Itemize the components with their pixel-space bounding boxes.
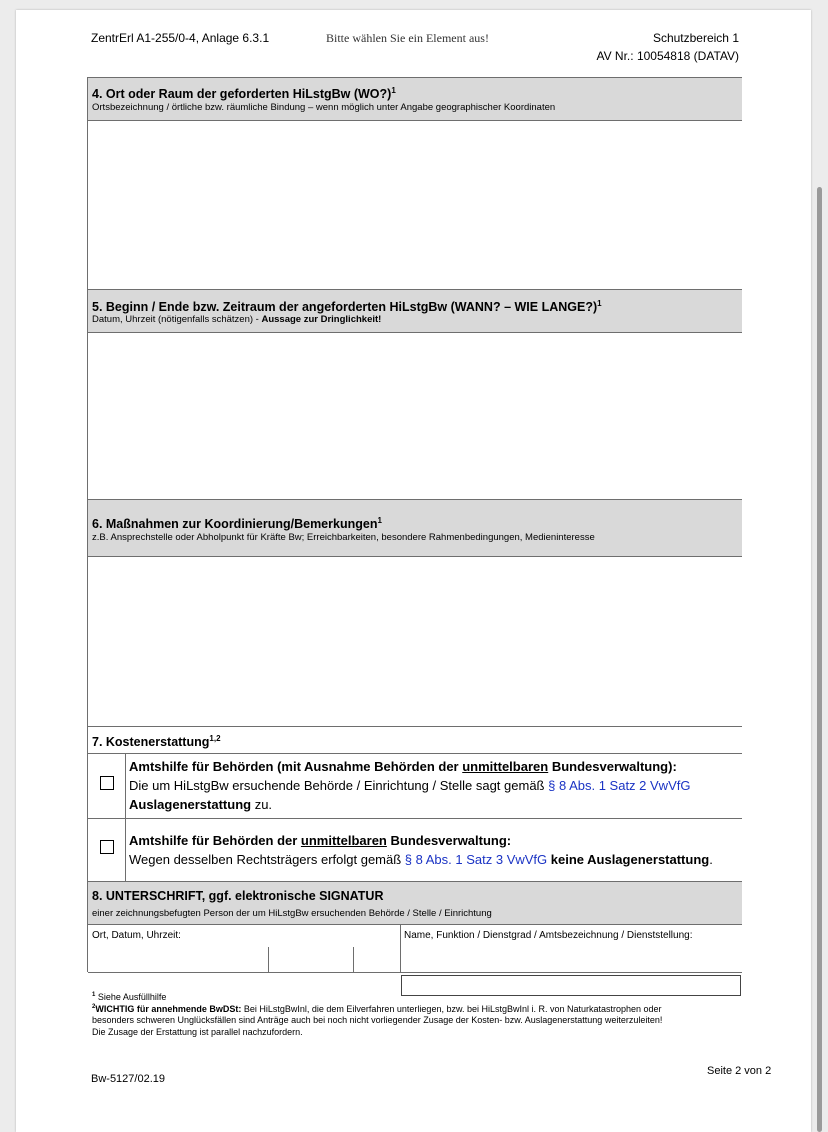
option1-bold-term: Auslagenerstattung	[129, 797, 252, 812]
signature-left-label: Ort, Datum, Uhrzeit:	[92, 930, 181, 941]
section4-title: 4. Ort oder Raum der geforderten HiLstgBw (WO?)	[92, 87, 392, 102]
section8-title: 8. UNTERSCHRIFT, ggf. elektronische SIGNATUR	[92, 889, 384, 903]
divider	[88, 726, 742, 727]
section6-header	[88, 499, 742, 557]
option2-text: Wegen desselben Rechtsträgers erfolgt gemäß	[129, 852, 405, 867]
divider	[88, 972, 742, 973]
section4-subtitle: Ortsbezeichnung / örtliche bzw. räumliche Bindung – wenn möglich unter Angabe geographischer Koordinaten	[92, 102, 556, 113]
footnote2-line3: Die Zusage der Erstattung ist parallel nachzufordern.	[92, 1027, 303, 1037]
section7-title: 7. Kostenerstattung	[92, 735, 210, 750]
section4-header	[88, 77, 742, 121]
signature-field-divider	[353, 947, 354, 973]
checkbox-amtshilfe-mit-ausnahme[interactable]	[100, 776, 114, 790]
checkbox-amtshilfe-unmittelbar[interactable]	[100, 840, 114, 854]
datum-field[interactable]	[270, 948, 351, 971]
section8-header	[88, 881, 742, 925]
section5-subtitle: Datum, Uhrzeit (nötigenfalls schätzen) -	[92, 314, 262, 325]
ort-field[interactable]	[92, 948, 266, 971]
page-number: Seite 2 von 2	[707, 1065, 772, 1077]
footnote1-number: 1	[92, 992, 96, 998]
footnote1-text: Siehe Ausfüllhilfe	[95, 992, 167, 1002]
option1-text-end: zu.	[251, 797, 273, 812]
signature-box[interactable]	[401, 975, 741, 996]
divider	[88, 818, 742, 819]
name-funktion-field[interactable]	[404, 944, 740, 970]
option1-text: Die um HiLstgBw ersuchende Behörde / Einrichtung / Stelle sagt gemäß	[129, 778, 549, 793]
section4-input-area[interactable]	[88, 121, 742, 289]
header-right-line1: Schutzbereich 1	[652, 31, 739, 45]
divider	[88, 753, 742, 754]
option1-head-b: Bundesverwaltung):	[548, 759, 677, 774]
form-number: Bw-5127/02.19	[91, 1073, 165, 1085]
vertical-scrollbar[interactable]	[817, 187, 822, 1132]
option2-law-link[interactable]: § 8 Abs. 1 Satz 3 VwVfG	[404, 852, 548, 867]
header-right-line2: AV Nr.: 10054818 (DATAV)	[596, 49, 739, 63]
section5-footnote-ref: 1	[597, 299, 602, 308]
checkbox-column-divider	[125, 753, 126, 881]
footnote2-bold: WICHTIG für annehmende BwDSt:	[95, 1004, 242, 1014]
option2-head-b: Bundesverwaltung:	[386, 833, 512, 848]
footnote2-line1: Bei HiLstgBwInl, die dem Eilverfahren unterliegen, bzw. bei HiLstgBwInl i. R. von Naturkatastrophen oder	[241, 1004, 662, 1014]
section5-urgency-note: Aussage zur Dringlichkeit!	[261, 314, 382, 325]
signature-right-label: Name, Funktion / Dienstgrad / Amtsbezeichnung / Dienststellung:	[404, 930, 693, 941]
section5-title: 5. Beginn / Ende bzw. Zeitraum der angeforderten HiLstgBw (WANN? – WIE LANGE?)	[92, 300, 598, 315]
option2-head-a: Amtshilfe für Behörden der	[129, 833, 301, 848]
footnote2-line2: besonders schweren Unglücksfällen sind Anträge auch bei noch nicht vorliegender Zusage der Kosten- bzw. Auslagenerstattung weiterzuleiten!	[92, 1015, 663, 1025]
header-left: ZentrErl A1-255/0-4, Anlage 6.3.1	[91, 31, 270, 45]
signature-column-divider	[400, 925, 401, 973]
section4-footnote-ref: 1	[391, 86, 396, 95]
uhrzeit-field[interactable]	[355, 948, 398, 971]
option2-text-end: .	[709, 852, 713, 867]
section6-footnote-ref: 1	[377, 516, 382, 525]
section6-subtitle: z.B. Ansprechstelle oder Abholpunkt für Kräfte Bw; Erreichbarkeiten, besondere Rahmenbedingungen, Medieninteresse	[92, 532, 595, 543]
section8-subtitle: einer zeichnungsbefugten Person der um HiLstgBw ersuchenden Behörde / Stelle / Einrichtung	[92, 908, 492, 919]
section7-footnote-ref: 1,2	[209, 734, 221, 743]
option1-head-a: Amtshilfe für Behörden (mit Ausnahme Behörden der	[129, 759, 463, 774]
option2-bold-term: keine Auslagenerstattung	[547, 852, 710, 867]
option1-law-link[interactable]: § 8 Abs. 1 Satz 2 VwVfG	[548, 778, 691, 793]
footnote2-number: 2	[92, 1004, 96, 1010]
section6-title: 6. Maßnahmen zur Koordinierung/Bemerkungen	[92, 517, 378, 532]
section5-header	[88, 289, 742, 333]
section6-input-area[interactable]	[88, 557, 742, 726]
element-selector[interactable]: Bitte wählen Sie ein Element aus!	[326, 31, 489, 45]
section5-input-area[interactable]	[88, 333, 742, 499]
option2-head-underline: unmittelbaren	[300, 833, 387, 848]
option1-head-underline: unmittelbaren	[462, 759, 549, 774]
signature-field-divider	[268, 947, 269, 973]
